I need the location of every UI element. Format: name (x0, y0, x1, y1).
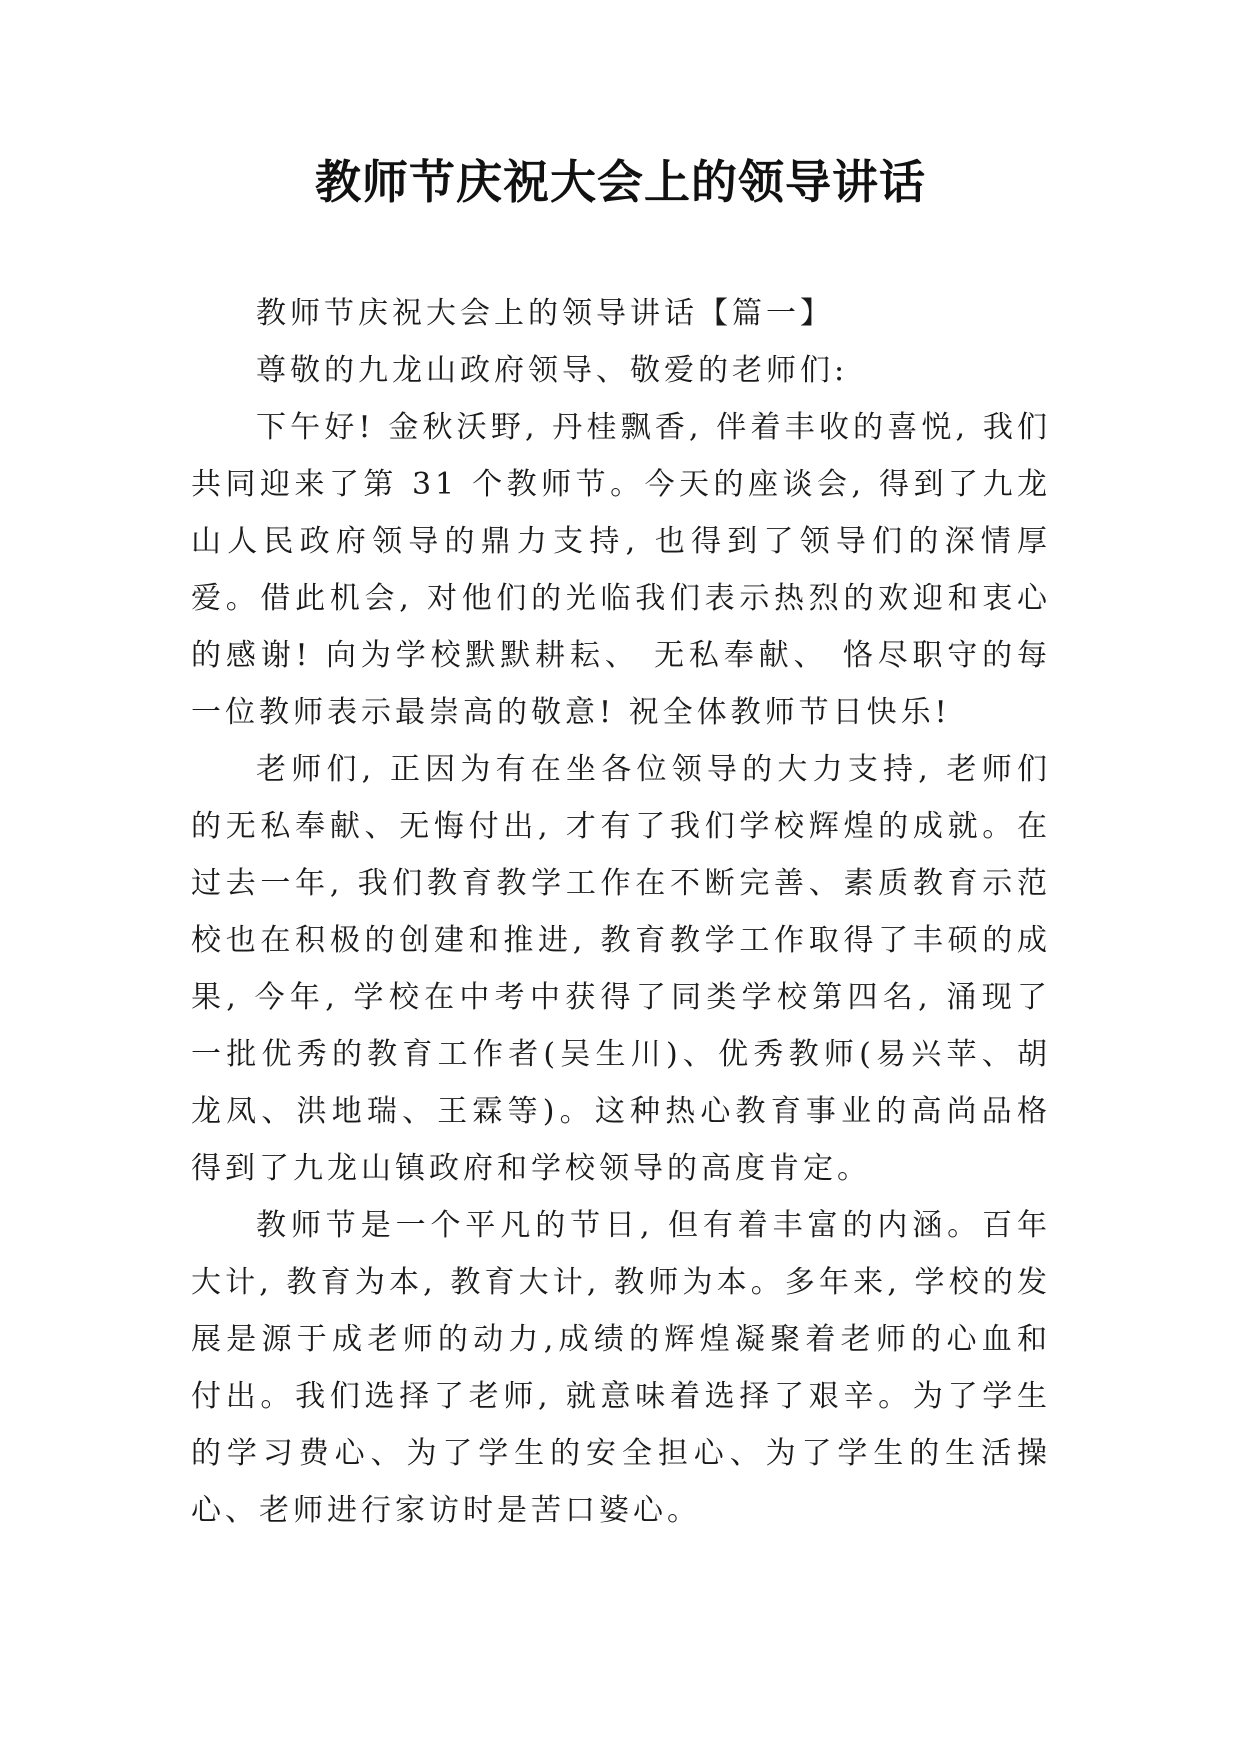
section-heading: 教师节庆祝大会上的领导讲话【篇一】 (256, 296, 834, 331)
document-title: 教师节庆祝大会上的领导讲话 (315, 155, 926, 209)
salutation: 尊敬的九龙山政府领导、敬爱的老师们: (256, 353, 849, 388)
paragraph: 下午好! 金秋沃野, 丹桂飘香, 伴着丰收的喜悦, 我们共同迎来了第 31 个教师节。今天的座谈会, 得到了九龙山人民政府领导的鼎力支持, 也得到了领导们的深情厚爱。借此机会, 对他们的光临我们表示热烈的欢迎和衷心的感谢! 向为学校默默耕耘、 无私奉献、 恪尽职守的每一位教师表示最崇高的敬意! 祝全体教师节日快乐! (191, 410, 1051, 730)
paragraph: 老师们, 正因为有在坐各位领导的大力支持, 老师们的无私奉献、无悔付出, 才有了我们学校辉煌的成就。在过去一年, 我们教育教学工作在不断完善、素质教育示范校也在积极的创建和推进, 教育教学工作取得了丰硕的成果, 今年, 学校在中考中获得了同类学校第四名, 涌现了一批优秀的教育工作者(吴生川)、优秀教师(易兴苹、胡龙凤、洪地瑞、王霖等)。这种热心教育事业的高尚品格得到了九龙山镇政府和学校领导的高度肯定。 (191, 752, 1051, 1186)
paragraph: 教师节是一个平凡的节日, 但有着丰富的内涵。百年大计, 教育为本, 教育大计, 教师为本。多年来, 学校的发展是源于成老师的动力,成绩的辉煌凝聚着老师的心血和付出。我们选择了老师, 就意味着选择了艰辛。为了学生的学习费心、为了学生的安全担心、为了学生的生活操心、老师进行家访时是苦口婆心。 (191, 1208, 1051, 1528)
document-body (191, 285, 1051, 1539)
